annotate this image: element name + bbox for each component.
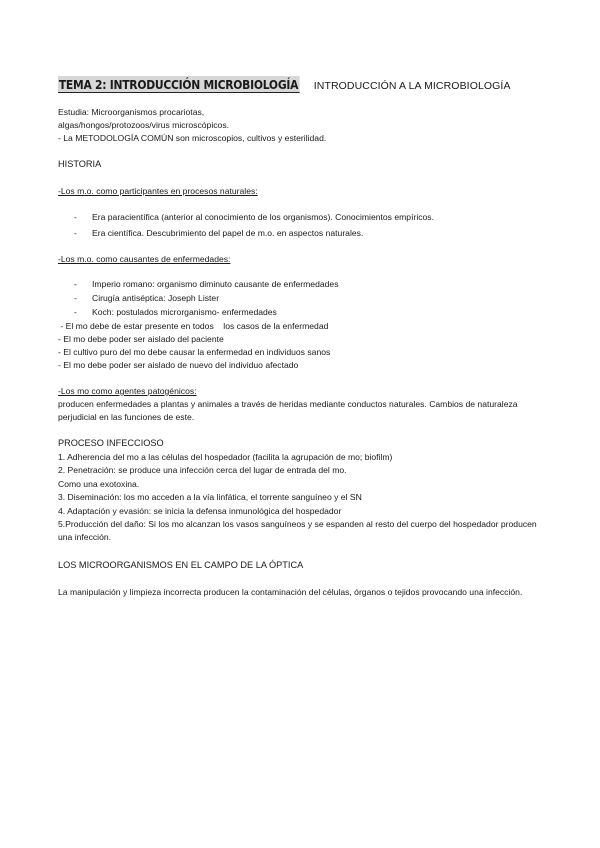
proceso-line: 2. Penetración: se produce una infección cerca del lugar de entrada del mo.: [58, 465, 347, 475]
optica-heading: LOS MICROORGANISMOS EN EL CAMPO DE LA ÓPTICA: [58, 560, 304, 570]
title-row: [58, 76, 511, 94]
document-title: TEMA 2: INTRODUCCIÓN MICROBIOLOGÍA: [58, 77, 299, 92]
intro-line-3: - La METODOLOGÍA COMÚN son microscopios, cultivos y esterilidad.: [58, 133, 327, 143]
optica-text: La manipulación y limpieza incorrecta producen la contaminación del células, órganos o tejidos provocando una infección.: [58, 587, 523, 597]
document-subtitle: INTRODUCCIÓN A LA MICROBIOLOGÍA: [313, 80, 511, 92]
postulate-line: - El cultivo puro del mo debe causar la enfermedad en individuos sanos: [58, 347, 331, 357]
historia-heading: HISTORIA: [58, 159, 102, 169]
proceso-line: 4. Adaptación y evasión: se inicia la defensa inmunológica del hospedador: [58, 506, 342, 516]
postulate-line: - El mo debe poder ser aislado de nuevo del individuo afectado: [58, 360, 299, 370]
proceso-line: Como una exotoxina.: [58, 479, 140, 489]
postulate-line: - El mo debe poder ser aislado del paciente: [58, 334, 224, 344]
intro-line-1: Estudia: Microorganismos procariotas,: [58, 107, 205, 117]
proceso-line: 1. Adherencia del mo a las células del hospedador (facilita la agrupación de mo; biofilm): [58, 452, 393, 462]
proceso-heading: PROCESO INFECCIOSO: [58, 438, 164, 448]
historia-sub1-heading: -Los m.o. como participantes en procesos naturales:: [58, 186, 258, 196]
postulate-line: - El mo debe de estar presente en todos los casos de la enfermedad: [58, 321, 329, 331]
proceso-line: 3. Diseminación: los mo acceden a la vía linfática, el torrente sanguíneo y el SN: [58, 492, 362, 502]
proceso-line-5: 5.Producción del daño: Si los mo alcanzan los vasos sanguíneos y se espanden al resto del cuerpo del hospedador producen una infección.: [58, 519, 537, 542]
historia-sub3-heading: -Los mo como agentes patogénicos:: [58, 386, 197, 396]
historia-sub3-text: producen enfermedades a plantas y animales a través de heridas mediante conductos naturales. Cambios de naturaleza perjudicial en las funciones de este.: [58, 399, 518, 422]
historia-sub2-heading: -Los m.o. como causantes de enfermedades:: [58, 254, 231, 264]
intro-line-2: algas/hongos/protozoos/virus microscópicos.: [58, 120, 230, 130]
